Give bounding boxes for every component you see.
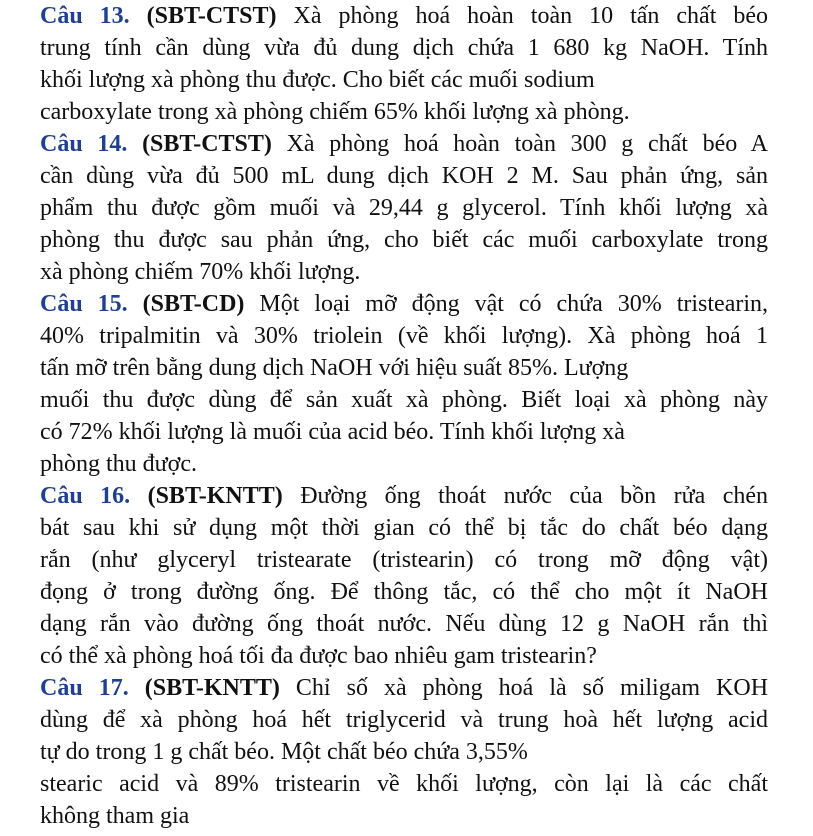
question-16-line-1 <box>40 480 768 512</box>
question-14-source: (SBT-CTST) <box>142 131 272 157</box>
question-14-text: Xà phòng hoá hoàn toàn 300 g chất béo A <box>286 131 768 157</box>
question-13-text: Xà phòng hoá hoàn toàn 10 tấn chất béo <box>293 3 769 29</box>
question-16-label: Câu 16. <box>40 483 131 509</box>
question-17-source: (SBT-KNTT) <box>144 675 280 701</box>
question-13-source: (SBT-CTST) <box>146 3 277 29</box>
question-13-line-4: carboxylate trong xà phòng chiếm 65% khối lượng xà phòng. <box>40 99 630 125</box>
question-13-label: Câu 13. <box>40 3 130 29</box>
question-13-line-3: khối lượng xà phòng thu được. Cho biết các muối sodium <box>40 67 595 93</box>
question-15-line-1 <box>40 288 768 320</box>
question-17-line-3: tự do trong 1 g chất béo. Một chất béo chứa 3,55% <box>40 739 528 765</box>
question-15-line-5: có 72% khối lượng là muối của acid béo. Tính khối lượng xà <box>40 419 625 445</box>
question-17-line-2: dùng để xà phòng hoá hết triglycerid và trung hoà hết lượng acid <box>40 707 768 733</box>
question-14-label: Câu 14. <box>40 131 128 157</box>
question-17-label: Câu 17. <box>40 675 129 701</box>
question-15-label: Câu 15. <box>40 291 128 317</box>
question-17-line-4: stearic acid và 89% tristearin về khối lượng, còn lại là các chất <box>40 771 768 797</box>
question-15-source: (SBT-CD) <box>142 291 245 317</box>
question-16-source: (SBT-KNTT) <box>147 483 283 509</box>
question-16-line-6: có thể xà phòng hoá tối đa được bao nhiêu gam tristearin? <box>40 643 597 669</box>
question-17-line-5: không tham gia <box>40 803 190 829</box>
question-15-line-2: 40% tripalmitin và 30% triolein (về khối lượng). Xà phòng hoá 1 <box>40 323 768 349</box>
question-14-line-1 <box>40 128 768 160</box>
question-15-text: Một loại mỡ động vật có chứa 30% tristearin, <box>259 291 769 317</box>
question-17-line-1 <box>40 672 768 704</box>
question-16-line-3: rắn (như glyceryl tristearate (tristearin) có trong mỡ động vật) <box>40 547 768 573</box>
question-14-line-5: xà phòng chiếm 70% khối lượng. <box>40 259 361 285</box>
question-13-line-1 <box>40 0 768 32</box>
question-13-line-2: trung tính cần dùng vừa đủ dung dịch chứa 1 680 kg NaOH. Tính <box>40 35 768 61</box>
question-15-line-3: tấn mỡ trên bằng dung dịch NaOH với hiệu suất 85%. Lượng <box>40 355 629 381</box>
question-16-text: Đường ống thoát nước của bồn rửa chén <box>300 483 768 509</box>
question-14-line-2: cần dùng vừa đủ 500 mL dung dịch KOH 2 M. Sau phản ứng, sản <box>40 163 768 189</box>
question-16-line-5: dạng rắn vào đường ống thoát nước. Nếu dùng 12 g NaOH rắn thì <box>40 611 768 637</box>
question-16-line-2: bát sau khi sử dụng một thời gian có thể bị tắc do chất béo dạng <box>40 515 768 541</box>
question-17-text: Chỉ số xà phòng hoá là số miligam KOH <box>295 675 769 701</box>
question-14-line-3: phẩm thu được gồm muối và 29,44 g glycerol. Tính khối lượng xà <box>40 195 768 221</box>
question-16-line-4: đọng ở trong đường ống. Để thông tắc, có thể cho một ít NaOH <box>40 579 768 605</box>
question-14-line-4: phòng thu được sau phản ứng, cho biết các muối carboxylate trong <box>40 227 768 253</box>
question-15-line-4: muối thu được dùng để sản xuất xà phòng. Biết loại xà phòng này <box>40 387 768 413</box>
question-15-line-6: phòng thu được. <box>40 451 198 477</box>
